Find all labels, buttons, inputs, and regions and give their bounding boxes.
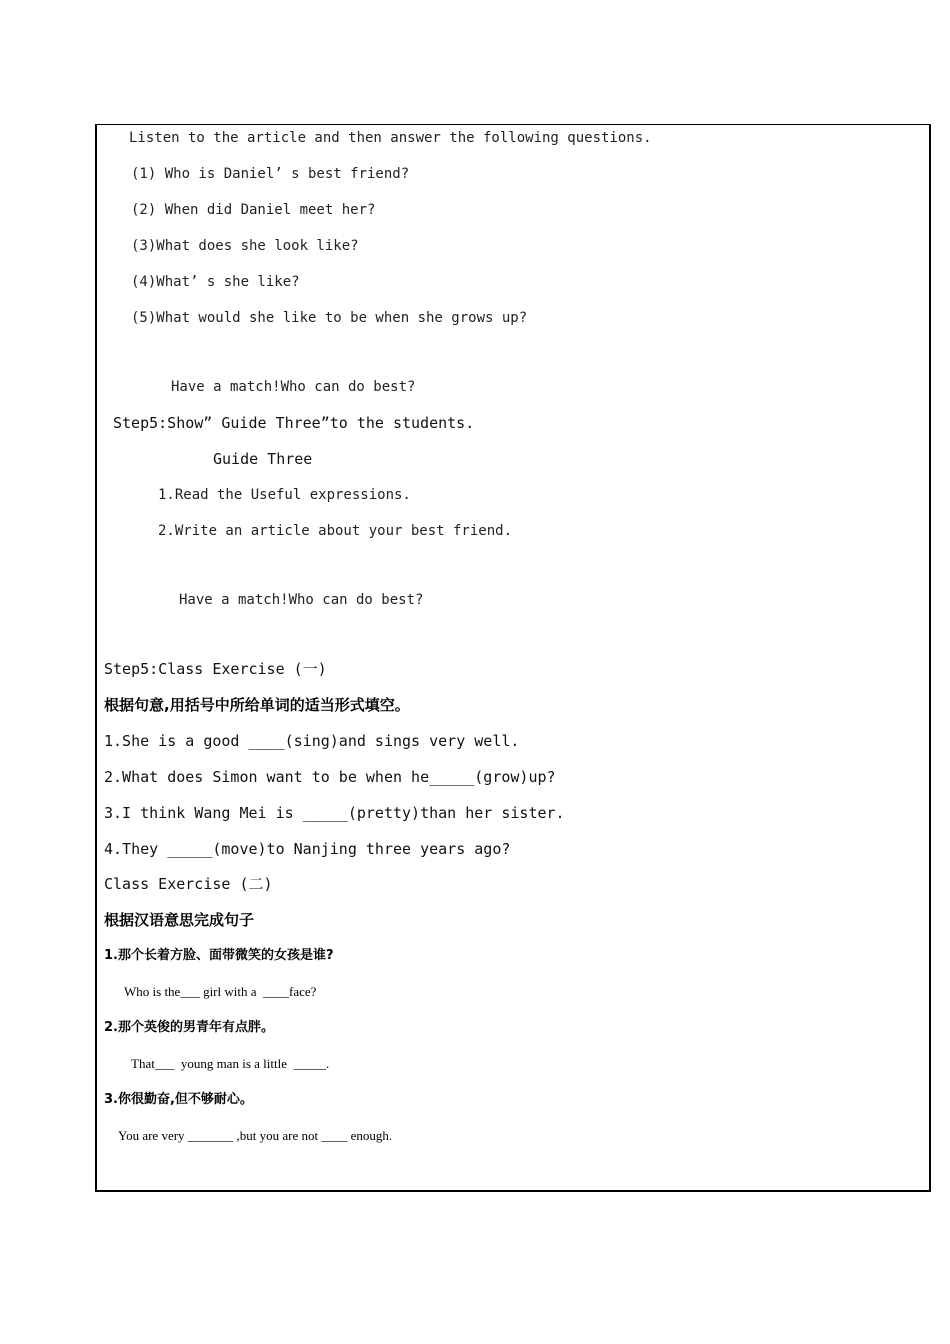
exercise-1-sentence-4: 4.They _____(move)to Nanjing three years ago? xyxy=(104,840,511,858)
guide-item-1: 1.Read the Useful expressions. xyxy=(158,487,411,503)
question-3: (3)What does she look like? xyxy=(131,238,359,254)
match-prompt-2: Have a match!Who can do best? xyxy=(179,592,424,608)
english-sentence-2: That___ young man is a little _____. xyxy=(131,1056,330,1071)
chinese-sentence-2: 2.那个英俊的男青年有点胖。 xyxy=(104,1020,274,1035)
question-5: (5)What would she like to be when she grows up? xyxy=(131,310,528,326)
exercise-1-sentence-1: 1.She is a good ____(sing)and sings very well. xyxy=(104,732,520,750)
guide-three-title: Guide Three xyxy=(213,450,313,468)
exercise-1-instruction: 根据句意,用括号中所给单词的适当形式填空。 xyxy=(104,696,410,714)
listen-intro: Listen to the article and then answer the following questions. xyxy=(129,130,652,146)
english-sentence-3: You are very _______ ,but you are not ____ enough. xyxy=(118,1128,393,1143)
question-4: (4)What’ s she like? xyxy=(131,274,300,290)
chinese-sentence-3: 3.你很勤奋,但不够耐心。 xyxy=(104,1092,253,1107)
exercise-2-title: Class Exercise (二) xyxy=(104,875,273,893)
exercise-2-instruction: 根据汉语意思完成句子 xyxy=(104,911,255,929)
match-prompt-1: Have a match!Who can do best? xyxy=(171,379,416,395)
exercise-1-sentence-3: 3.I think Wang Mei is _____(pretty)than her sister. xyxy=(104,804,565,822)
question-1: (1) Who is Daniel’ s best friend? xyxy=(131,166,410,182)
chinese-sentence-1: 1.那个长着方脸、面带微笑的女孩是谁? xyxy=(104,948,334,963)
step5-guide-heading: Step5:Show” Guide Three”to the students. xyxy=(113,414,475,432)
english-sentence-1: Who is the___ girl with a ____face? xyxy=(124,984,317,999)
guide-item-2: 2.Write an article about your best friend. xyxy=(158,523,513,539)
exercise-1-title: Step5:Class Exercise (一) xyxy=(104,660,327,678)
exercise-1-sentence-2: 2.What does Simon want to be when he_____(grow)up? xyxy=(104,768,556,786)
question-2: (2) When did Daniel meet her? xyxy=(131,202,376,218)
